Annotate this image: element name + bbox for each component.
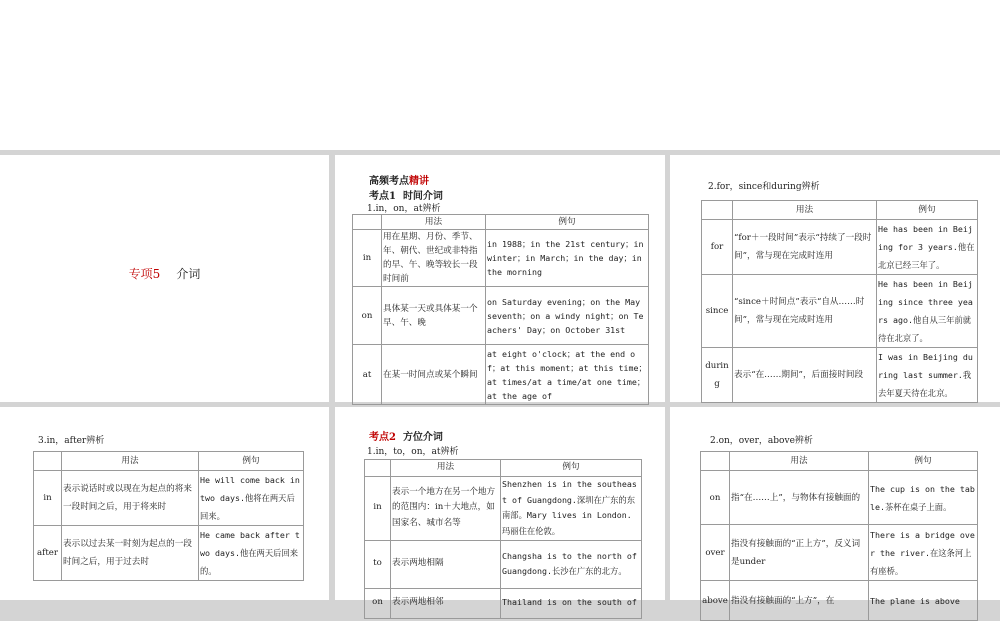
row-usage: 指“在……上”，与物体有接触面的 [730, 471, 869, 525]
row-example: He has been in Beijing since three years ago.他自从三年前就待在北京了。 [877, 275, 978, 348]
row-usage: 表示一个地方在另一个地方的范围内：in＋大地点，如国家名、城市名等 [391, 476, 501, 540]
row-example: Thailand is on the south of [501, 588, 642, 618]
row-usage: 用在星期、月份、季节、年、朝代、世纪或非特指的早、午、晚等较长一段时间前 [382, 230, 486, 287]
row-example: He has been in Beijing for 3 years.他在北京已经三年了。 [877, 220, 978, 275]
row-example: at eight o'clock；at the end of；at this moment；at this time；at times/at a time/at one time；at the age of [486, 345, 649, 405]
table-row [702, 220, 978, 275]
column-header-usage: 用法 [391, 460, 501, 477]
row-example: He will come back in two days.他将在两天后回来。 [199, 471, 304, 526]
table-row [702, 275, 978, 348]
row-example: The cup is on the table.茶杯在桌子上面。 [869, 471, 978, 525]
table-row [701, 525, 978, 581]
row-key: for [702, 220, 733, 275]
column-header-example: 例句 [199, 452, 304, 471]
row-usage: 在某一时间点或某个瞬间 [382, 345, 486, 405]
usage-table [33, 451, 304, 581]
row-key: on [701, 471, 730, 525]
column-header-usage: 用法 [382, 215, 486, 230]
row-example: in 1988；in the 21st century；in winter；in March；in the day；in the morning [486, 230, 649, 287]
table-subtitle: 2.for，since和during辨析 [708, 182, 820, 192]
slide-thumbnail-1[interactable] [0, 155, 329, 402]
table-row [365, 540, 642, 588]
row-key: during [702, 348, 733, 403]
row-usage: 表示两地相隔 [391, 540, 501, 588]
row-key: on [353, 287, 382, 345]
table-row [353, 345, 649, 405]
point-label: 考点1 [369, 191, 396, 202]
slide-thumbnail-2[interactable] [335, 155, 665, 402]
usage-table [364, 459, 642, 619]
row-usage: 表示说话时或以现在为起点的将来一段时间之后，用于将来时 [62, 471, 199, 526]
column-header-usage: 用法 [730, 452, 869, 471]
table-row [702, 348, 978, 403]
slide-thumbnail-3[interactable] [670, 155, 1000, 402]
table-row [34, 471, 304, 526]
row-usage: 表示以过去某一时刻为起点的一段时间之后，用于过去时 [62, 526, 199, 581]
row-usage: 指没有接触面的“上方”，在 [730, 581, 869, 621]
point-heading [369, 187, 443, 202]
row-key: at [353, 345, 382, 405]
table-subtitle: 1.in，to，on，at辨析 [367, 447, 459, 457]
point-title: 时间介词 [402, 191, 443, 202]
usage-table [352, 214, 649, 405]
table-row [365, 588, 642, 618]
slide-thumbnail-4[interactable] [0, 407, 329, 600]
row-example: Shenzhen is in the southeast of Guangdong.深圳在广东的东南部。Mary lives in London.玛丽住在伦敦。 [501, 476, 642, 540]
column-header-example: 例句 [869, 452, 978, 471]
row-example: He came back after two days.他在两天后回来的。 [199, 526, 304, 581]
row-usage: 具体某一天或具体某一个早、午、晚 [382, 287, 486, 345]
table-subtitle: 1.in，on，at辨析 [367, 204, 441, 214]
usage-table [701, 200, 978, 403]
topic-number: 专项5 [128, 267, 161, 281]
topic-title: 介词 [176, 267, 201, 281]
table-row [701, 581, 978, 621]
row-key: on [365, 588, 391, 618]
table-subtitle: 3.in，after辨析 [38, 436, 105, 446]
row-usage: 表示两地相邻 [391, 588, 501, 618]
table-row [353, 287, 649, 345]
row-key: in [365, 476, 391, 540]
row-key: in [34, 471, 62, 526]
cover-title [0, 265, 329, 282]
section-heading-highlight: 精讲 [409, 176, 429, 187]
point-heading [369, 428, 443, 443]
table-row [34, 526, 304, 581]
section-heading [369, 172, 429, 187]
row-key: above [701, 581, 730, 621]
slide-thumbnail-5[interactable] [335, 407, 665, 608]
column-header-usage: 用法 [733, 201, 877, 220]
row-key: over [701, 525, 730, 581]
slide-thumbnail-6[interactable] [670, 407, 1000, 606]
row-example: There is a bridge over the river.在这条河上有座桥。 [869, 525, 978, 581]
column-header-usage: 用法 [62, 452, 199, 471]
blank-top-area [0, 0, 1000, 150]
row-usage: 表示“在……期间”，后面接时间段 [733, 348, 877, 403]
row-key: in [353, 230, 382, 287]
row-example: I was in Beijing during last summer.我去年夏天待在北京。 [877, 348, 978, 403]
table-row [353, 230, 649, 287]
row-example: The plane is above [869, 581, 978, 621]
column-header-example: 例句 [486, 215, 649, 230]
table-row [365, 476, 642, 540]
column-header-example: 例句 [877, 201, 978, 220]
point-title: 方位介词 [402, 432, 443, 443]
column-header-example: 例句 [501, 460, 642, 477]
usage-table [700, 451, 978, 621]
row-key: since [702, 275, 733, 348]
row-usage: 指没有接触面的“正上方”，反义词是under [730, 525, 869, 581]
table-subtitle: 2.on，over，above辨析 [710, 436, 813, 446]
point-label: 考点2 [369, 432, 396, 443]
row-example: Changsha is to the north of Guangdong.长沙在广东的北方。 [501, 540, 642, 588]
row-key: to [365, 540, 391, 588]
section-heading-text: 高频考点 [369, 176, 409, 187]
row-key: after [34, 526, 62, 581]
row-example: on Saturday evening；on the May seventh；on a windy night；on Teachers' Day；on October 31st [486, 287, 649, 345]
table-row [701, 471, 978, 525]
row-usage: “for＋一段时间”表示“持续了一段时间”，常与现在完成时连用 [733, 220, 877, 275]
row-usage: “since＋时间点”表示“自从……时间”，常与现在完成时连用 [733, 275, 877, 348]
